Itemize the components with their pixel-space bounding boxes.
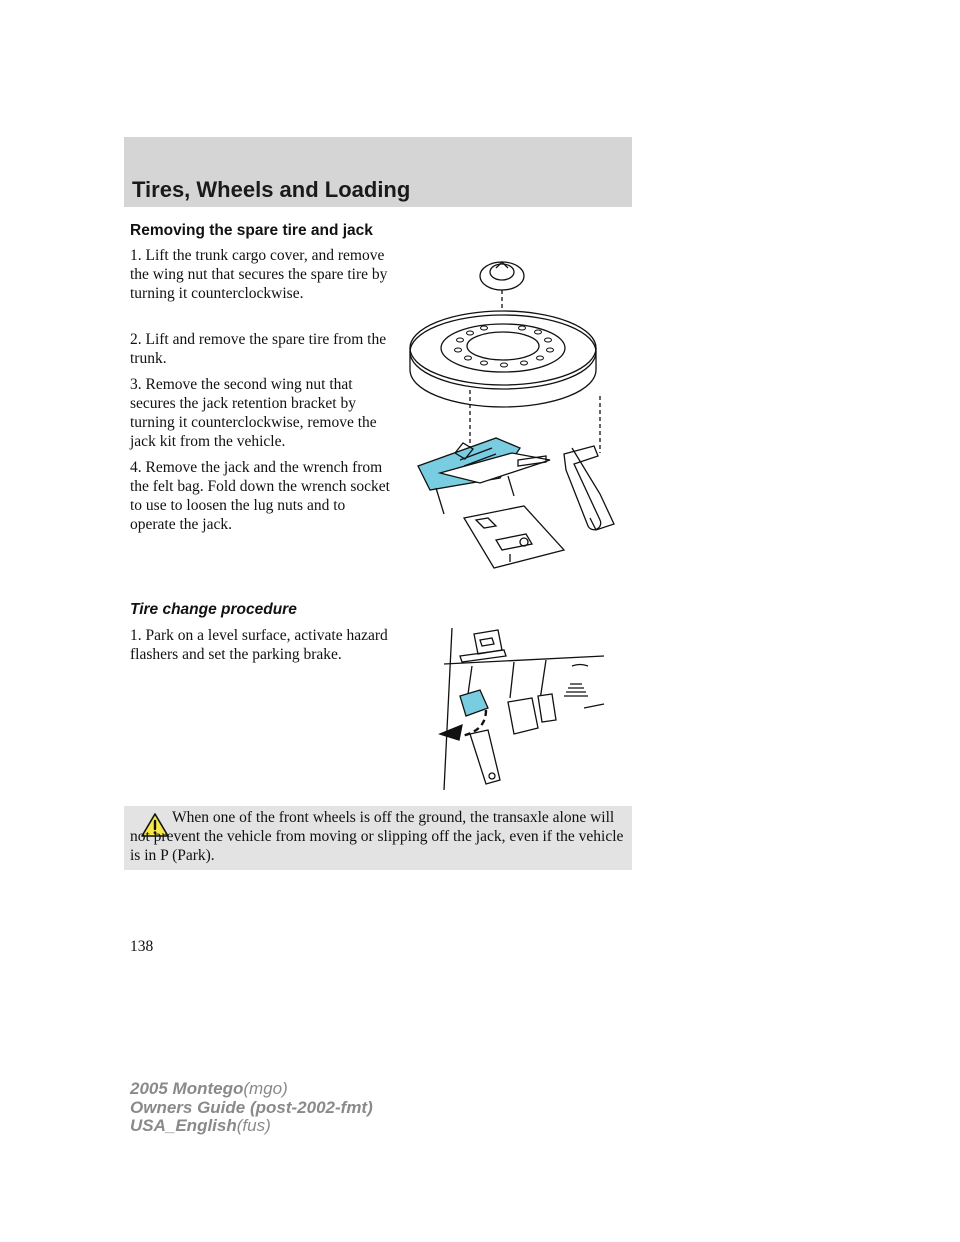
- document-footer: [130, 1080, 373, 1136]
- step-2-spare: 2. Lift and remove the spare tire from the trunk.: [130, 331, 387, 367]
- warning-text: When one of the front wheels is off the ground, the transaxle alone will not prevent the vehicle from moving or slipping off the jack, even if the vehicle is in P (Park).: [130, 809, 624, 864]
- section-heading-tire-change: Tire change procedure: [130, 601, 297, 618]
- step-3-spare: 3. Remove the second wing nut that secures the jack retention bracket by turning it counterclockwise, remove the jack kit from the vehicle.: [130, 376, 377, 450]
- section-heading-spare-tire: Removing the spare tire and jack: [130, 222, 373, 239]
- step-1-spare: 1. Lift the trunk cargo cover, and remove the wing nut that secures the spare tire by turning it counterclockwise.: [130, 247, 388, 302]
- footer-line-2: Owners Guide (post-2002-fmt): [130, 1097, 373, 1117]
- parking-brake-illustration: [434, 626, 610, 792]
- warning-box: [124, 806, 632, 870]
- page-header-title: Tires, Wheels and Loading: [132, 177, 411, 202]
- step-4-spare: 4. Remove the jack and the wrench from the felt bag. Fold down the wrench socket to use to loosen the lug nuts and to operate the jack.: [130, 459, 390, 533]
- footer-line-1: 2005 Montego(mgo): [130, 1079, 288, 1098]
- page-number: 138: [130, 938, 154, 955]
- spare-tire-jack-illustration: [400, 248, 640, 588]
- header-band: [124, 137, 632, 207]
- step-1-tire-change: 1. Park on a level surface, activate hazard flashers and set the parking brake.: [130, 627, 388, 663]
- footer-line-3: USA_English(fus): [130, 1116, 271, 1135]
